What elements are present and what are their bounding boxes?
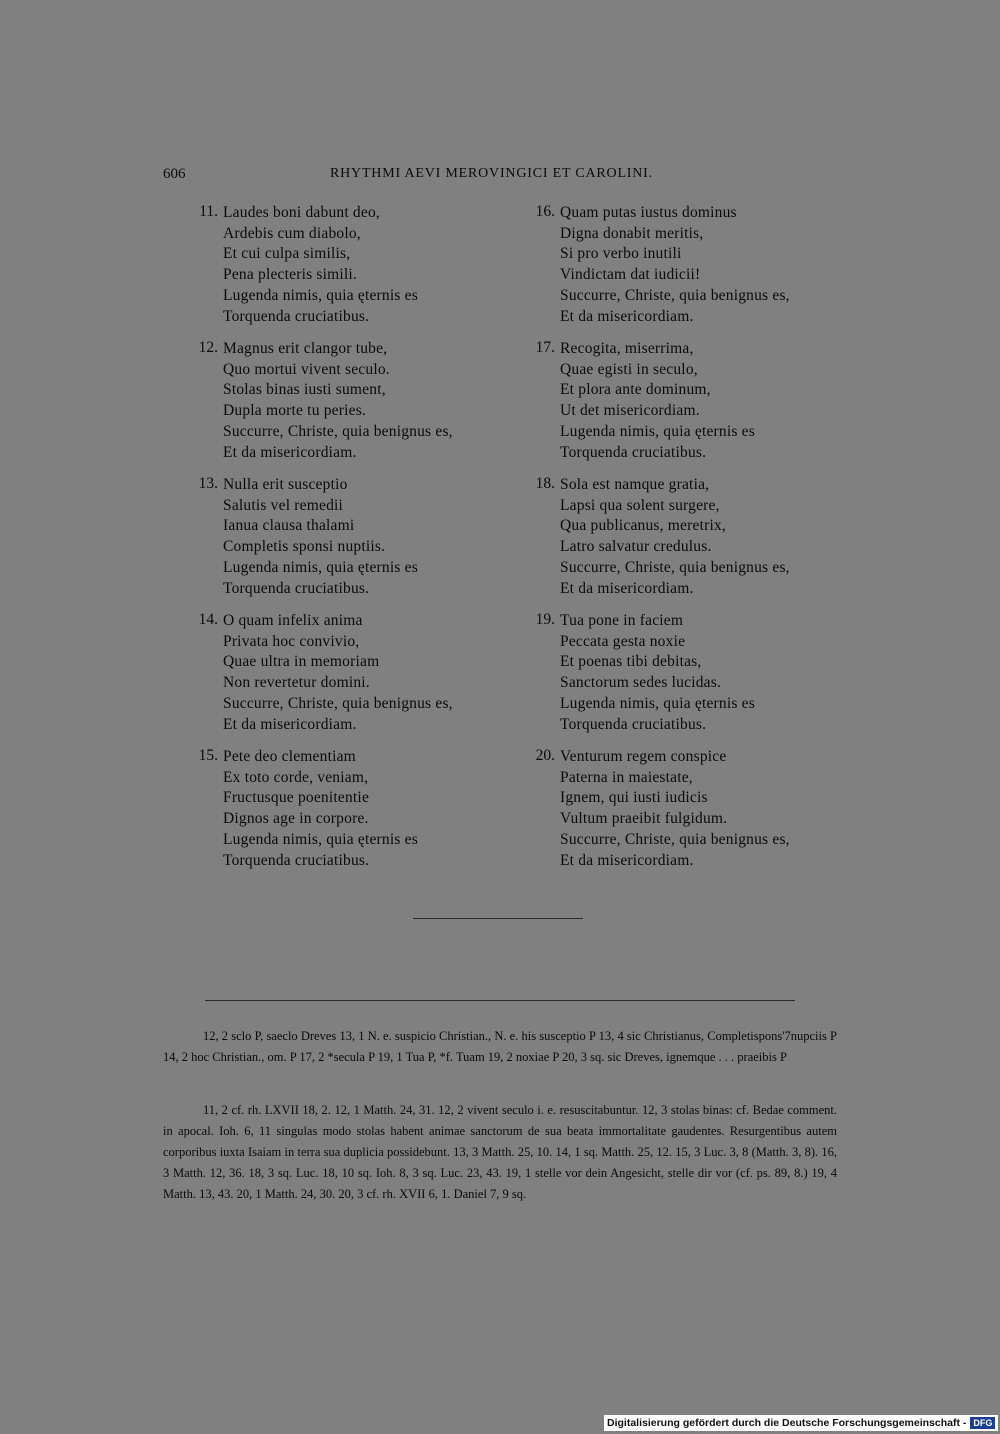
dfg-logo: DFG [970,1417,995,1429]
apparatus-text: 12, 2 sclo P, saeclo Dreves 13, 1 N. e. suspicio Christian., N. e. his susceptio P 13, 4 sic Christianus, Completispons'7nupciis P 14, 2 hoc Christian., om. P 17, 2 *secula P 19, 1 Tua P, *f. Tuam 19, 2 noxiae P 20, 3 sq. sic Dreves, ignemque . . . praeibis P [163,1029,837,1064]
verse-line: Et da misericordiam. [560,579,694,597]
verse-line: Peccata gesta noxie [560,632,686,650]
verse-line: Sanctorum sedes lucidas. [560,674,722,692]
stanza-lines [223,203,418,327]
verse-line: Lugenda nimis, quia ęternis es [560,694,755,712]
verse-line: Nulla erit susceptio [223,476,348,493]
stanza-lines [223,339,453,463]
stanza-lines [223,747,418,871]
stanza-number: 14. [198,611,218,628]
verse-line: Pena plecteris simili. [223,266,357,284]
verse-line: Et da misericordiam. [560,851,694,869]
verse-line: Vindictam dat iudicii! [560,266,701,284]
verse-line: Ut det misericordiam. [560,402,700,420]
verse-line: O quam infelix anima [223,612,363,629]
verse-line: Ardebis cum diabolo, [223,224,361,242]
stanza-number: 17. [535,339,555,356]
source-notes-text: 11, 2 cf. rh. LXVII 18, 2. 12, 1 Matth. 24, 31. 12, 2 vivent seculo i. e. resuscitabuntur. 12, 3 stolas binas: cf. Bedae comment. in apocal. Ioh. 6, 11 singulas modo stolas habent animae sanctorum de sua beata immortalitate gaudentes. Resurgentibus autem corporibus iuxta Isaiam in terra sua duplicia possidebunt. 13, 3 Matth. 25, 10. 14, 1 sq. Matth. 25, 12. 15, 3 Luc. 3, 8 (Matth. 3, 8). 16, 3 Matth. 12, 36. 18, 3 sq. Luc. 18, 10 sq. Ioh. 8, 3 sq. Luc. 23, 43. 19, 1 stelle vor dein Angesicht, stelle dir vor (cf. ps. 89, 8.) 19, 4 Matth. 13, 43. 20, 1 Matth. 24, 30. 20, 3 cf. rh. XVII 6, 1. Daniel 7, 9 sq. [163,1103,837,1201]
verse-line: Quae egisti in seculo, [560,360,698,378]
verse-line: Qua publicanus, meretrix, [560,517,726,535]
running-head: RHYTHMI AEVI MEROVINGICI ET CAROLINI. [330,166,653,181]
verse-line: Si pro verbo inutili [560,245,682,263]
verse-line: Torquenda cruciatibus. [560,443,707,461]
verse-line: Lugenda nimis, quia ęternis es [223,830,418,848]
verse-line: Quae ultra in memoriam [223,653,380,671]
verse-line: Succurre, Christe, quia benignus es, [223,694,453,712]
verse-line: Paterna in maiestate, [560,768,693,786]
verse-line: Succurre, Christe, quia benignus es, [560,558,790,576]
verse-line: Et cui culpa similis, [223,245,351,263]
critical-apparatus [163,1026,837,1068]
verse-line: Et da misericordiam. [560,307,694,325]
stanza-number: 12. [198,339,218,356]
verse-line: Dignos age in corpore. [223,810,369,828]
verse-line: Recogita, miserrima, [560,340,694,357]
verse-line: Et da misericordiam. [223,443,357,461]
stanza-number: 20. [535,747,555,764]
verse-line: Laudes boni dabunt deo, [223,204,380,221]
verse-line: Vultum praeibit fulgidum. [560,810,728,828]
verse-line: Non revertetur domini. [223,674,370,692]
verse-line: Et da misericordiam. [223,715,357,733]
stanza-number: 16. [535,203,555,220]
verse-line: Digna donabit meritis, [560,224,704,242]
verse-line: Et poenas tibi debitas, [560,653,702,671]
digitization-credit [604,1415,998,1431]
stanza-lines [223,475,418,599]
footnote-rule [205,1000,795,1001]
verse-line: Torquenda cruciatibus. [223,851,370,869]
stanza-number: 11. [199,203,218,220]
stanza-lines [560,339,755,463]
verse-line: Succurre, Christe, quia benignus es, [223,422,453,440]
verse-line: Ignem, qui iusti iudicis [560,789,708,807]
verse-line: Et plora ante dominum, [560,381,711,399]
verse-line: Ex toto corde, veniam, [223,768,369,786]
verse-line: Privata hoc convivio, [223,632,360,650]
stanza-lines [560,475,790,599]
stanza-number: 13. [198,475,218,492]
stanza-number: 18. [535,475,555,492]
credit-text: Digitalisierung gefördert durch die Deutsche Forschungsgemeinschaft - [607,1417,967,1429]
verse-line: Pete deo clementiam [223,748,356,765]
stanza-lines [560,747,790,871]
verse-line: Lugenda nimis, quia ęternis es [560,422,755,440]
verse-line: Sola est namque gratia, [560,476,710,493]
verse-line: Dupla morte tu peries. [223,402,366,420]
source-notes [163,1100,837,1205]
verse-line: Quam putas iustus dominus [560,204,737,221]
stanza-lines [560,203,790,327]
stanza-number: 15. [198,747,218,764]
verse-line: Lugenda nimis, quia ęternis es [223,286,418,304]
stanza-number: 19. [535,611,555,628]
verse-line: Tua pone in faciem [560,612,684,629]
verse-line: Torquenda cruciatibus. [560,715,707,733]
verse-line: Completis sponsi nuptiis. [223,538,386,556]
stanza-lines [223,611,453,735]
verse-line: Torquenda cruciatibus. [223,307,370,325]
verse-line: Succurre, Christe, quia benignus es, [560,830,790,848]
verse-line: Ianua clausa thalami [223,517,355,535]
verse-line: Quo mortui vivent seculo. [223,360,390,378]
verse-line: Fructusque poenitentie [223,789,370,807]
stanza-lines [560,611,755,735]
verse-line: Stolas binas iusti sument, [223,381,386,399]
verse-line: Latro salvatur credulus. [560,538,712,556]
verse-line: Salutis vel remedii [223,496,344,514]
verse-line: Venturum regem conspice [560,748,727,765]
verse-line: Succurre, Christe, quia benignus es, [560,286,790,304]
verse-line: Lapsi qua solent surgere, [560,496,720,514]
section-end-rule [413,918,583,919]
verse-line: Magnus erit clangor tube, [223,340,388,357]
page-number: 606 [163,166,186,182]
verse-line: Lugenda nimis, quia ęternis es [223,558,418,576]
verse-line: Torquenda cruciatibus. [223,579,370,597]
